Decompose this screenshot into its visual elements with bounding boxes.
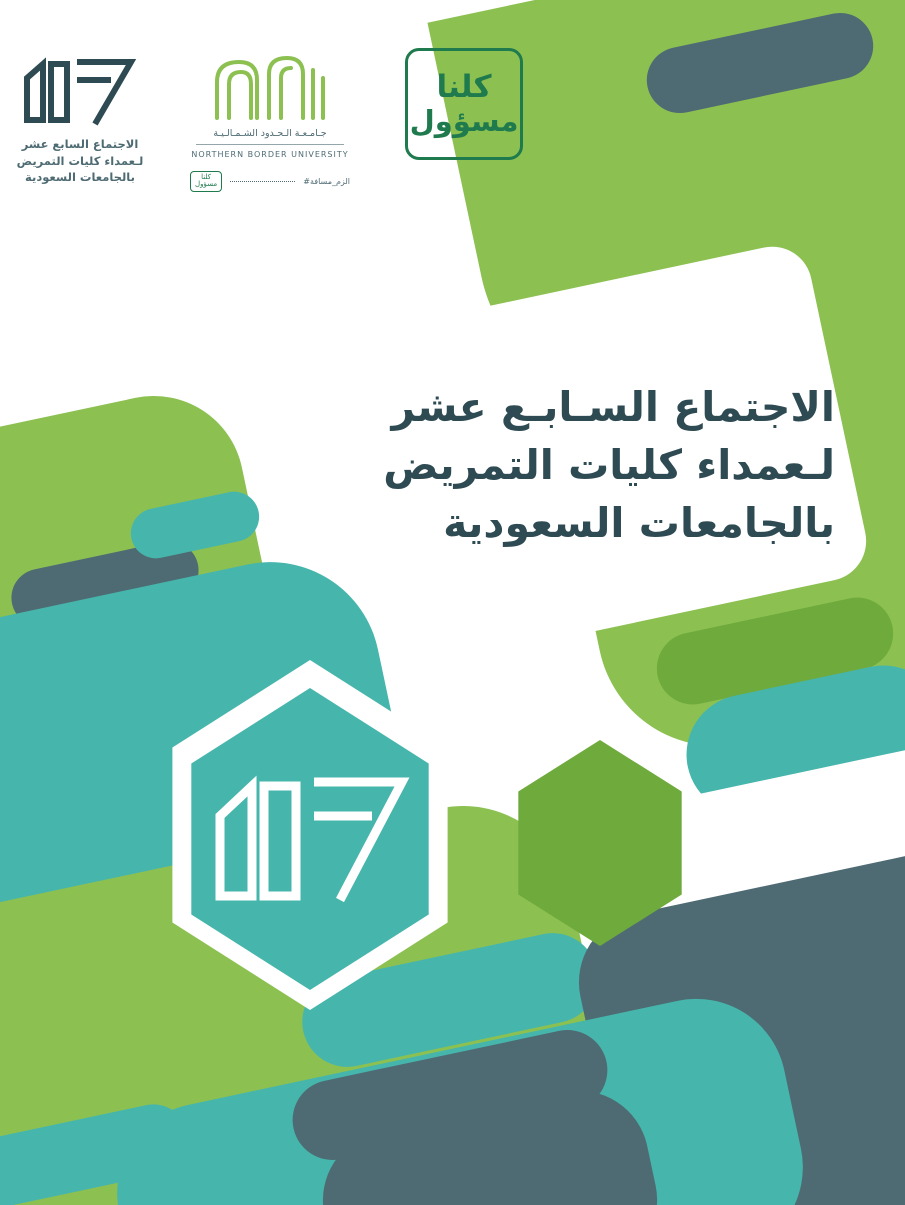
event-logo-caption-line1: الاجتماع السابع عشر bbox=[21, 137, 139, 151]
badge-number-17-graphic bbox=[186, 720, 436, 960]
tagline-dotted-line bbox=[230, 180, 295, 182]
university-campaign-tagline-row bbox=[190, 171, 350, 192]
kollona-masoul-logo bbox=[405, 48, 523, 160]
campaign-badge-line1: كلنا bbox=[201, 173, 211, 181]
event-logo bbox=[0, 48, 160, 186]
event-logo-caption-line2: لـعمداء كليات التمريض bbox=[16, 153, 144, 168]
title-line-3: بالجامعات السعودية bbox=[443, 499, 835, 548]
logo-row bbox=[0, 48, 905, 218]
event-logo-mark bbox=[0, 48, 160, 130]
kollona-masoul-line1: كلنا bbox=[436, 69, 492, 105]
title-line-1: الاجتماع السـابـع عشر bbox=[391, 383, 835, 431]
university-name-english: NORTHERN BORDER UNIVERSITY bbox=[191, 150, 349, 159]
event-logo-caption-line3: بالجامعات السعودية bbox=[25, 170, 135, 185]
university-logo bbox=[190, 48, 350, 192]
university-name-arabic: جـامـعـة الـحـدود الشـمـالـيـة bbox=[213, 128, 327, 139]
page-title bbox=[135, 378, 835, 553]
title-line-2: لـعمداء كليات التمريض bbox=[383, 441, 835, 490]
campaign-tagline-text: #الزم_مسافة bbox=[303, 176, 350, 186]
campaign-badge-line2: مسؤول bbox=[195, 180, 218, 189]
kollona-masoul-line2: مسؤول bbox=[409, 104, 519, 138]
university-logo-mark bbox=[190, 48, 350, 122]
university-logo-divider bbox=[196, 144, 344, 145]
campaign-badge bbox=[190, 171, 222, 192]
